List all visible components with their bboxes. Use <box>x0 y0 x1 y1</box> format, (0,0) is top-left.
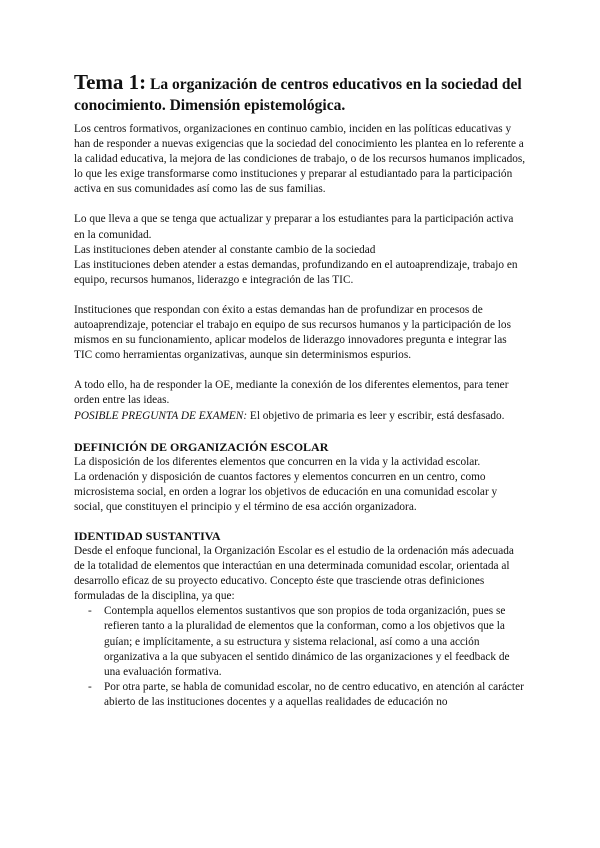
intro-paragraph: Los centros formativos, organizaciones en continuo cambio, inciden en las políticas educativas y han de responder a nuevas exigencias que la sociedad del conocimiento les plantea en lo referente a la calidad educativa, la mejora de las condiciones de trabajo, o de los recursos humanos implicados, lo que les exige transformarse como instituciones y preparar al estudiantado para la participación activa en sus comunidades así como las de sus familias. <box>74 123 526 196</box>
paragraph-update: Lo que lleva a que se tenga que actualizar y preparar a los estudiantes para la participación activa en la comunidad. <box>74 213 514 241</box>
paragraph-oe: A todo ello, ha de responder la OE, mediante la conexión de los diferentes elementos, para tener orden entre las ideas. <box>74 379 509 407</box>
section-heading-identidad: IDENTIDAD SUSTANTIVA <box>74 528 221 543</box>
list-item: - Por otra parte, se habla de comunidad escolar, no de centro educativo, en atención al carácter abierto de las instituciones docentes y a aquellas realidades de educación no <box>88 680 526 710</box>
paragraph-change: Las instituciones deben atender al constante cambio de la sociedad <box>74 243 376 256</box>
spacer <box>74 288 526 303</box>
spacer <box>74 424 526 439</box>
title-text: La organización de centros educativos en la sociedad del conocimiento. Dimensión epistemológica. <box>74 76 522 114</box>
spacer <box>74 515 526 528</box>
exam-question-text: El objetivo de primaria es leer y escribir, está desfasado. <box>247 409 505 422</box>
paragraph-demands: Las instituciones deben atender a estas demandas, profundizando en el autoaprendizaje, trabajo en equipo, recursos humanos, liderazgo e integración de las TIC. <box>74 258 518 286</box>
paragraph-institutions: Instituciones que respondan con éxito a estas demandas han de profundizar en procesos de autoaprendizaje, potenciar el trabajo en equipo de sus recursos humanos y la participación de los mismos en su funcionamiento, aplicar modelos de liderazgo innovadores pregunta e integrar las TIC como herramientas organizativas, aunque sin determinismos espurios. <box>74 303 511 362</box>
section-heading-definicion: DEFINICIÓN DE ORGANIZACIÓN ESCOLAR <box>74 439 329 454</box>
exam-question-label: POSIBLE PREGUNTA DE EXAMEN: <box>74 409 248 422</box>
title-tema: Tema 1: <box>74 70 147 94</box>
identity-list <box>74 604 526 710</box>
spacer <box>74 363 526 378</box>
list-item: - Contempla aquellos elementos sustantivos que son propios de toda organización, pues se refieren tanto a la pluralidad de elementos que la conforman, como a los objetivos que la guían; e implícitamente, a su estructura y sistema relacional, así como a una acción organizativa a la que subyacen el sentido dinámico de las organizaciones y el feedback de una evaluación formativa. <box>88 604 526 679</box>
identity-paragraph: Desde el enfoque funcional, la Organización Escolar es el estudio de la ordenación más adecuada de la totalidad de elementos que interactúan en una determinada comunidad escolar, orientada al desarrollo eficaz de su proyecto educativo. Concepto éste que trasciende otras definiciones formuladas de la disciplina, ya que: <box>74 544 514 603</box>
paragraph-exam-question <box>74 409 526 424</box>
spacer <box>74 197 526 212</box>
page-title <box>74 72 526 116</box>
definition-paragraph-1: La disposición de los diferentes elementos que concurren en la vida y la actividad escolar. <box>74 455 481 468</box>
definition-paragraph-2: La ordenación y disposición de cuantos factores y elementos concurren en un centro, como microsistema social, en orden a lograr los objetivos de educación en una comunidad escolar y social, que constituyen el principio y el término de esa acción organizadora. <box>74 470 498 513</box>
